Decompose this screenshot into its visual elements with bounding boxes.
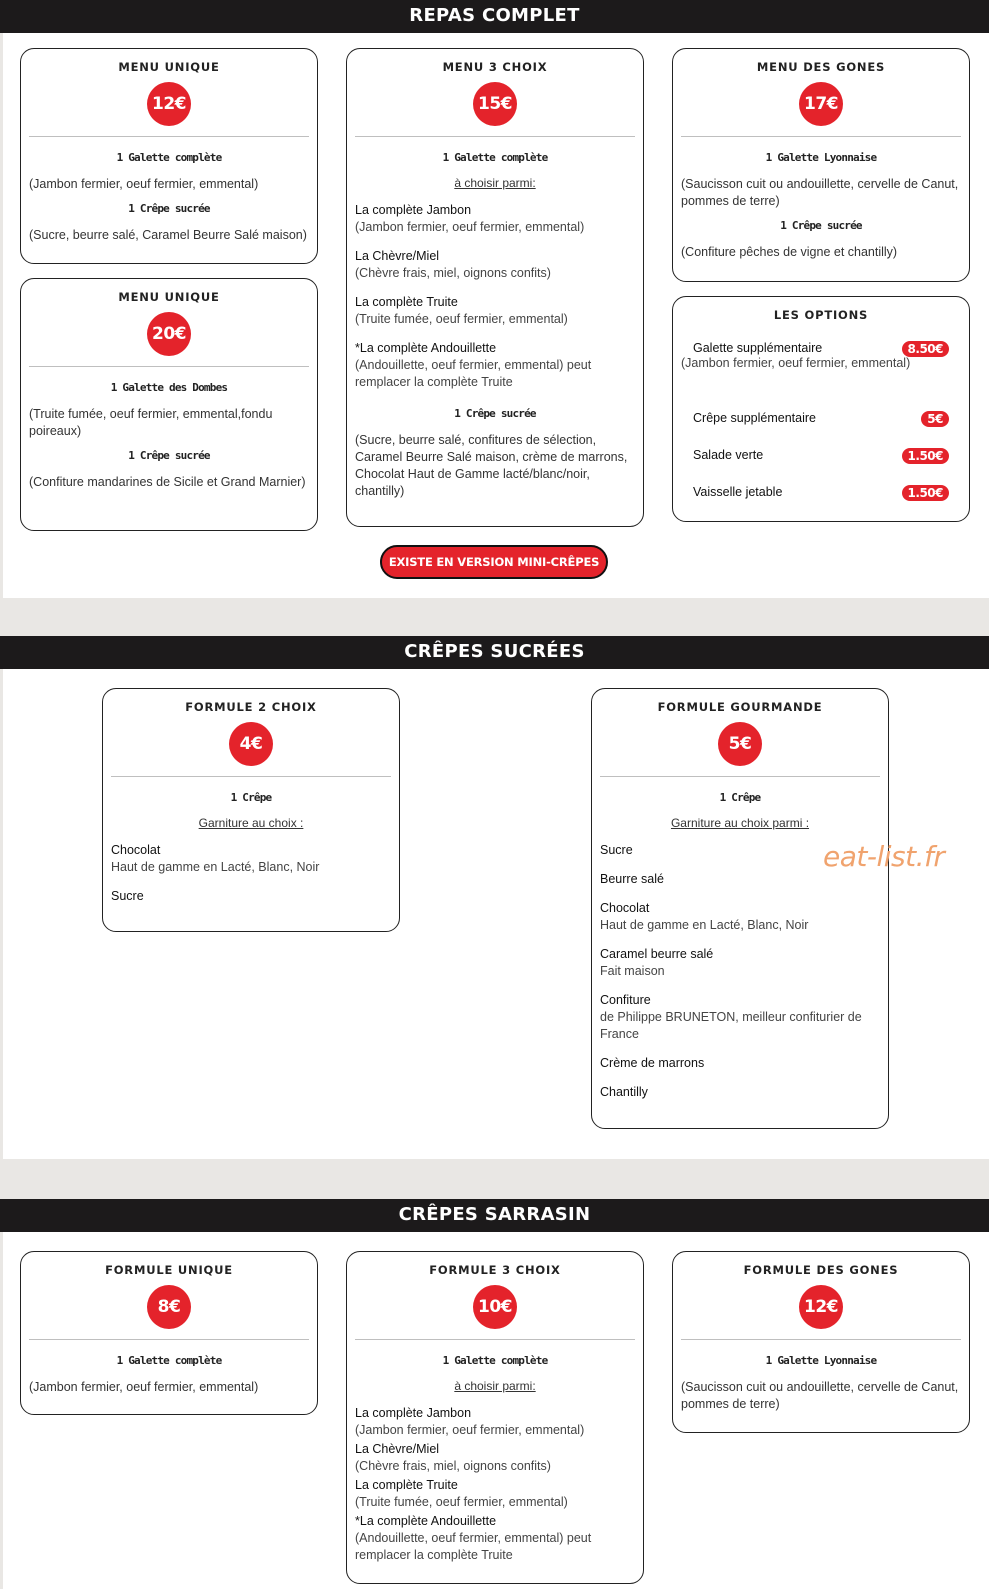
option-price: 8.50€ <box>902 341 949 357</box>
item-name: *La complète Andouillette <box>355 1514 497 1528</box>
crepe-description: (Confiture mandarines de Sicile et Grand Marnier) <box>29 475 306 489</box>
card-title: FORMULE UNIQUE <box>105 1263 233 1277</box>
item-description: (Jambon fermier, oeuf fermier, emmental) <box>355 220 585 234</box>
item-description: (Truite fumée, oeuf fermier, emmental) <box>355 312 568 326</box>
galette-description: (Saucisson cuit ou andouillette, cervelle de Canut, pommes de terre) <box>681 1380 959 1411</box>
list-item <box>600 1084 880 1101</box>
option-name: Crêpe supplémentaire <box>693 411 816 425</box>
galette-description: (Saucisson cuit ou andouillette, cervelle de Canut, pommes de terre) <box>681 177 959 208</box>
item-description: Fait maison <box>600 964 665 978</box>
price-badge: 20€ <box>147 312 191 356</box>
list-item <box>111 888 391 905</box>
galette-heading: 1 Galette Lyonnaise <box>765 151 877 164</box>
list-item <box>355 340 635 391</box>
galette-description: (Truite fumée, oeuf fermier, emmental,fondu poireaux) <box>29 407 273 438</box>
item-name: *La complète Andouillette <box>355 341 497 355</box>
card-title: MENU 3 CHOIX <box>442 60 548 74</box>
item-name: La complète Jambon <box>355 1406 472 1420</box>
card-title: MENU UNIQUE <box>118 60 220 74</box>
item-name: Sucre <box>111 889 144 903</box>
price-badge: 12€ <box>799 1285 843 1329</box>
divider <box>29 136 309 137</box>
galette-heading: 1 Galette complète <box>116 1354 222 1367</box>
card-formule-unique <box>20 1251 318 1415</box>
item-description: (Jambon fermier, oeuf fermier, emmental) <box>355 1423 585 1437</box>
list-item <box>600 992 880 1043</box>
price-badge: 4€ <box>229 722 273 766</box>
crepe-heading: 1 Crêpe sucrée <box>454 407 536 420</box>
option-price: 5€ <box>921 411 949 427</box>
item-description: Haut de gamme en Lacté, Blanc, Noir <box>111 860 320 874</box>
item-name: La Chèvre/Miel <box>355 1442 440 1456</box>
card-formule-2-choix <box>102 688 400 932</box>
item-name: Chocolat <box>600 901 650 915</box>
item-name: Confiture <box>600 993 651 1007</box>
card-les-options <box>672 296 970 522</box>
choose-label: à choisir parmi: <box>454 1379 536 1393</box>
item-name: Chocolat <box>111 843 161 857</box>
section-header-crepes-sucrees: CRÊPES SUCRÉES <box>0 636 989 669</box>
item-description: Haut de gamme en Lacté, Blanc, Noir <box>600 918 809 932</box>
list-item <box>111 842 391 876</box>
crepe-description: (Confiture pêches de vigne et chantilly) <box>681 245 898 259</box>
item-name: Caramel beurre salé <box>600 947 714 961</box>
section-header-repas-complet: REPAS COMPLET <box>0 0 989 33</box>
watermark: eat-list.fr <box>823 840 945 873</box>
card-title: LES OPTIONS <box>773 308 869 322</box>
option-price: 1.50€ <box>902 485 949 501</box>
option-description: (Jambon fermier, oeuf fermier, emmental) <box>681 356 911 370</box>
option-name: Galette supplémentaire <box>693 341 823 355</box>
divider <box>681 136 961 137</box>
item-description: (Chèvre frais, miel, oignons confits) <box>355 1459 551 1473</box>
item-description: (Chèvre frais, miel, oignons confits) <box>355 266 551 280</box>
card-title: MENU UNIQUE <box>118 290 220 304</box>
galette-heading: 1 Galette des Dombes <box>110 381 228 394</box>
option-vaisselle-jetable <box>693 485 949 499</box>
price-badge: 10€ <box>473 1285 517 1329</box>
option-price: 1.50€ <box>902 448 949 464</box>
item-description: (Truite fumée, oeuf fermier, emmental) <box>355 1495 568 1509</box>
card-title: FORMULE GOURMANDE <box>657 700 823 714</box>
divider <box>681 1339 961 1340</box>
price-badge: 17€ <box>799 82 843 126</box>
price-badge: 5€ <box>718 722 762 766</box>
divider <box>355 1339 635 1340</box>
divider <box>355 136 635 137</box>
card-menu-3-choix <box>346 48 644 527</box>
card-title: MENU DES GONES <box>756 60 886 74</box>
item-name: Chantilly <box>600 1085 648 1099</box>
option-galette-supplementaire <box>681 341 949 371</box>
item-description: de Philippe BRUNETON, meilleur confiturier de France <box>600 1010 862 1041</box>
divider <box>29 1339 309 1340</box>
price-badge: 15€ <box>473 82 517 126</box>
galette-heading: 1 Galette complète <box>442 151 548 164</box>
crepe-heading: 1 Crêpe <box>230 791 272 804</box>
crepe-description: (Sucre, beurre salé, confitures de sélection, Caramel Beurre Salé maison, crème de marrons, Chocolat Haut de Gamme lacté/blanc/noir, chantilly) <box>355 433 628 498</box>
divider <box>29 366 309 367</box>
item-name: Crème de marrons <box>600 1056 705 1070</box>
list-item <box>600 900 880 934</box>
card-formule-des-gones <box>672 1251 970 1433</box>
galette-heading: 1 Galette complète <box>442 1354 548 1367</box>
choose-label: à choisir parmi: <box>454 176 536 190</box>
crepe-heading: 1 Crêpe sucrée <box>780 219 862 232</box>
item-name: Sucre <box>600 843 633 857</box>
card-formule-3-choix <box>346 1251 644 1584</box>
list-item <box>355 202 635 236</box>
choose-label: Garniture au choix : <box>198 816 304 830</box>
list-item <box>355 1405 635 1439</box>
list-item <box>600 946 880 980</box>
option-salade-verte <box>693 448 949 462</box>
option-crepe-supplementaire <box>693 411 949 425</box>
list-item <box>355 1477 635 1511</box>
option-name: Vaisselle jetable <box>693 485 783 499</box>
card-menu-des-gones <box>672 48 970 282</box>
item-name: La complète Jambon <box>355 203 472 217</box>
galette-heading: 1 Galette Lyonnaise <box>765 1354 877 1367</box>
crepe-heading: 1 Crêpe sucrée <box>128 449 210 462</box>
choose-label: Garniture au choix parmi : <box>670 816 810 830</box>
item-description: (Andouillette, oeuf fermier, emmental) peut remplacer la complète Truite <box>355 358 592 389</box>
crepe-heading: 1 Crêpe <box>719 791 761 804</box>
mini-crepes-button[interactable]: EXISTE EN VERSION MINI-CRÊPES <box>380 545 608 579</box>
divider <box>600 776 880 777</box>
item-description: (Andouillette, oeuf fermier, emmental) peut remplacer la complète Truite <box>355 1531 592 1562</box>
list-item <box>355 248 635 282</box>
galette-heading: 1 Galette complète <box>116 151 222 164</box>
item-name: La complète Truite <box>355 295 458 309</box>
item-name: La Chèvre/Miel <box>355 249 440 263</box>
card-menu-unique-20 <box>20 278 318 531</box>
list-item <box>355 294 635 328</box>
card-formule-gourmande <box>591 688 889 1129</box>
list-item <box>600 1055 880 1072</box>
card-title: FORMULE DES GONES <box>743 1263 899 1277</box>
card-menu-unique-12 <box>20 48 318 264</box>
item-name: La complète Truite <box>355 1478 458 1492</box>
divider <box>111 776 391 777</box>
list-item <box>355 1441 635 1475</box>
galette-description: (Jambon fermier, oeuf fermier, emmental) <box>29 177 259 191</box>
list-item <box>355 1513 635 1564</box>
card-title: FORMULE 3 CHOIX <box>429 1263 561 1277</box>
card-title: FORMULE 2 CHOIX <box>185 700 317 714</box>
list-item <box>600 871 880 888</box>
price-badge: 12€ <box>147 82 191 126</box>
section-header-crepes-sarrasin: CRÊPES SARRASIN <box>0 1199 989 1232</box>
price-badge: 8€ <box>147 1285 191 1329</box>
crepe-description: (Sucre, beurre salé, Caramel Beurre Salé maison) <box>29 228 307 242</box>
item-name: Beurre salé <box>600 872 664 886</box>
option-name: Salade verte <box>693 448 764 462</box>
crepe-heading: 1 Crêpe sucrée <box>128 202 210 215</box>
galette-description: (Jambon fermier, oeuf fermier, emmental) <box>29 1380 259 1394</box>
